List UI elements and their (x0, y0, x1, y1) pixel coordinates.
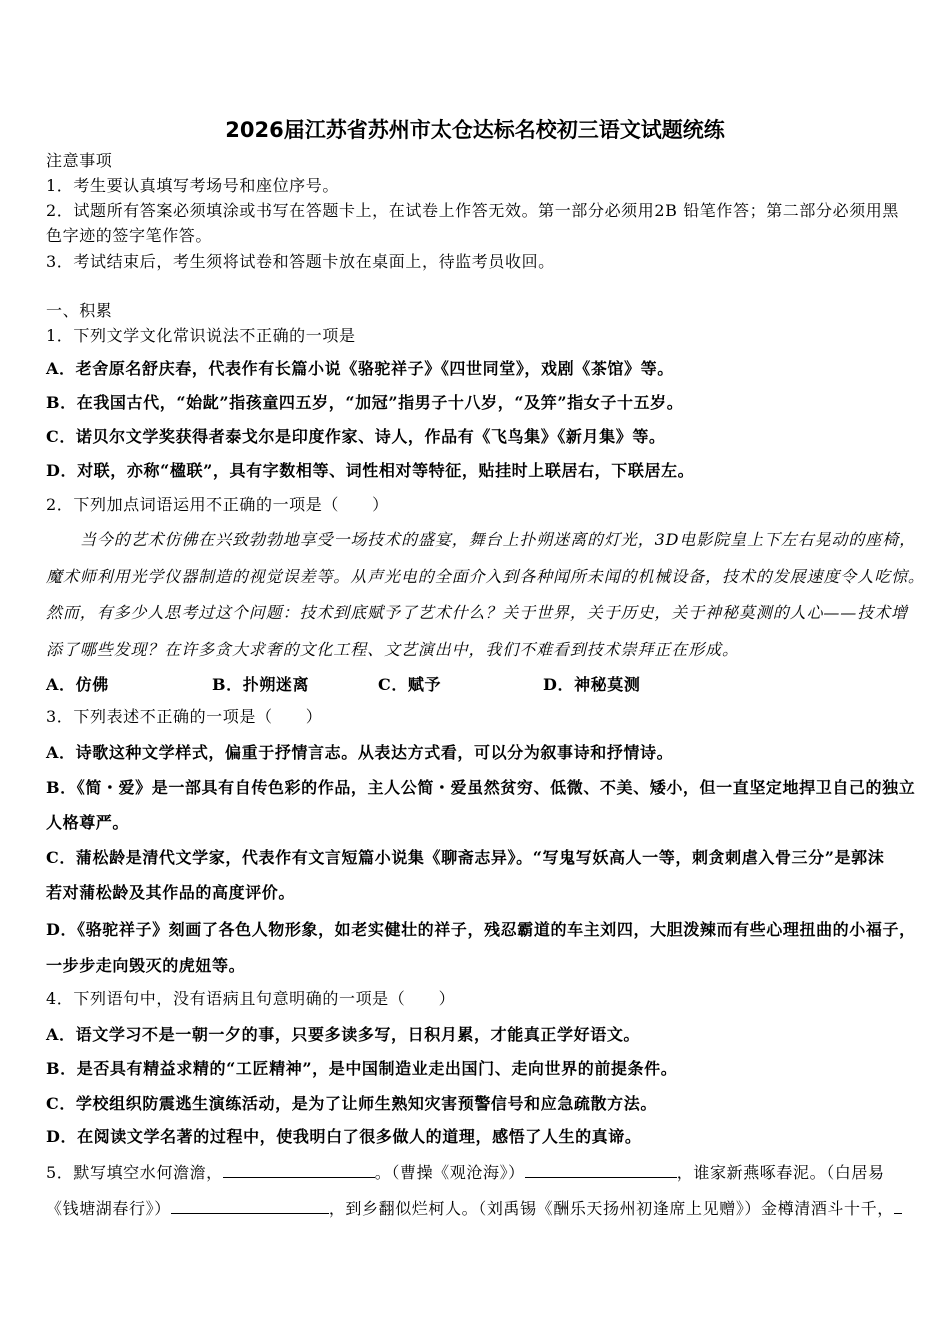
q3-option-b-cont: 人格尊严。 (46, 813, 130, 832)
q2-option-c: C．赋予 (378, 675, 442, 694)
q3-option-d-cont: 一步步走向毁灭的虎妞等。 (46, 956, 246, 975)
q1-option-a: A．老舍原名舒庆春，代表作有长篇小说《骆驼祥子》《四世同堂》，戏剧《茶馆》等。 (46, 359, 674, 378)
answer-blank[interactable] (171, 1199, 329, 1214)
q1-option-c: C．诺贝尔文学奖获得者泰戈尔是印度作家、诗人，作品有《飞鸟集》《新月集》等。 (46, 427, 666, 446)
q5-text: 《钱塘湖春行》） (46, 1199, 171, 1218)
q3-option-c-cont: 若对蒲松龄及其作品的高度评价。 (46, 883, 296, 902)
q4-option-a: A．语文学习不是一朝一夕的事，只要多读多写，日积月累，才能真正学好语文。 (46, 1025, 641, 1044)
q2-stem: 2．下列加点词语运用不正确的一项是（ ） (46, 495, 389, 514)
q4-stem: 4．下列语句中，没有语病且句意明确的一项是（ ） (46, 989, 456, 1008)
answer-blank[interactable] (525, 1163, 677, 1178)
q3-stem: 3．下列表述不正确的一项是（ ） (46, 707, 323, 726)
q5-text: 。（曹操《观沧海》） (374, 1163, 525, 1182)
notice-item: 色字迹的签字笔作答。 (46, 226, 213, 245)
q1-stem: 1．下列文学文化常识说法不正确的一项是 (46, 326, 356, 345)
page-title: 2026届江苏省苏州市太仓达标名校初三语文试题统练 (225, 118, 725, 142)
answer-blank[interactable] (894, 1199, 902, 1214)
q5-text: ，谁家新燕啄春泥。（白居易 (676, 1163, 885, 1182)
q1-option-b: B．在我国古代，“始龀”指孩童四五岁，“加冠”指男子十八岁，“及笄”指女子十五岁。 (46, 393, 684, 412)
q5-line-1 (46, 1163, 885, 1183)
answer-blank[interactable] (223, 1163, 375, 1178)
q3-option-c: C．蒲松龄是清代文学家，代表作有文言短篇小说集《聊斋志异》。“写鬼写妖高人一等，刺贪刺虐入骨三分”是郭沫 (46, 848, 885, 867)
q2-option-d: D．神秘莫测 (543, 675, 641, 694)
q1-option-d: D．对联，亦称“楹联”，具有字数相等、词性相对等特征，贴挂时上联居右，下联居左。 (46, 461, 695, 480)
q3-option-d: D．《骆驼祥子》刻画了各色人物形象，如老实健壮的祥子，残忍霸道的车主刘四，大胆泼辣而有些心理扭曲的小福子， (46, 920, 916, 939)
q2-passage-line: 魔术师利用光学仪器制造的视觉误差等。从声光电的全面介入到各种闻所未闻的机械设备，技术的发展速度令人吃惊。 (46, 567, 925, 586)
section-heading: 一、积累 (46, 301, 113, 320)
notice-heading: 注意事项 (46, 151, 113, 170)
notice-item: 3．考试结束后，考生须将试卷和答题卡放在桌面上，待监考员收回。 (46, 252, 555, 271)
notice-item: 2．试题所有答案必须填涂或书写在答题卡上，在试卷上作答无效。第一部分必须用2B 铅笔作答；第二部分必须用黑 (46, 201, 900, 220)
notice-item: 1．考生要认真填写考场号和座位序号。 (46, 176, 339, 195)
q5-line-2 (46, 1199, 902, 1219)
q4-option-c: C．学校组织防震逃生演练活动，是为了让师生熟知灾害预警信号和应急疏散方法。 (46, 1094, 657, 1113)
q2-option-a: A．仿佛 (46, 675, 109, 694)
q4-option-b: B．是否具有精益求精的“工匠精神”，是中国制造业走出国门、走向世界的前提条件。 (46, 1059, 678, 1078)
q5-text: ，到乡翻似烂柯人。（刘禹锡《酬乐天扬州初逢席上见赠》）金樽清酒斗十千， (328, 1199, 894, 1218)
q2-passage-line: 添了哪些发现？在许多贪大求奢的文化工程、文艺演出中，我们不难看到技术崇拜正在形成。 (46, 640, 739, 659)
q3-option-b: B．《简・爱》是一部具有自传色彩的作品，主人公简・爱虽然贫穷、低微、不美、矮小，但一直坚定地捍卫自己的独立 (46, 778, 916, 797)
q5-text: 5．默写填空水何澹澹， (46, 1163, 223, 1182)
q2-passage-line: 然而，有多少人思考过这个问题：技术到底赋予了艺术什么？关于世界，关于历史，关于神秘莫测的人心——技术增 (46, 603, 908, 622)
q3-option-a: A．诗歌这种文学样式，偏重于抒情言志。从表达方式看，可以分为叙事诗和抒情诗。 (46, 743, 674, 762)
q2-option-b: B．扑朔迷离 (212, 675, 310, 694)
q2-passage-line: 当今的艺术仿佛在兴致勃勃地享受一场技术的盛宴，舞台上扑朔迷离的灯光，3D电影院皇上下左右晃动的座椅， (80, 530, 917, 549)
q4-option-d: D．在阅读文学名著的过程中，使我明白了很多做人的道理，感悟了人生的真谛。 (46, 1127, 642, 1146)
